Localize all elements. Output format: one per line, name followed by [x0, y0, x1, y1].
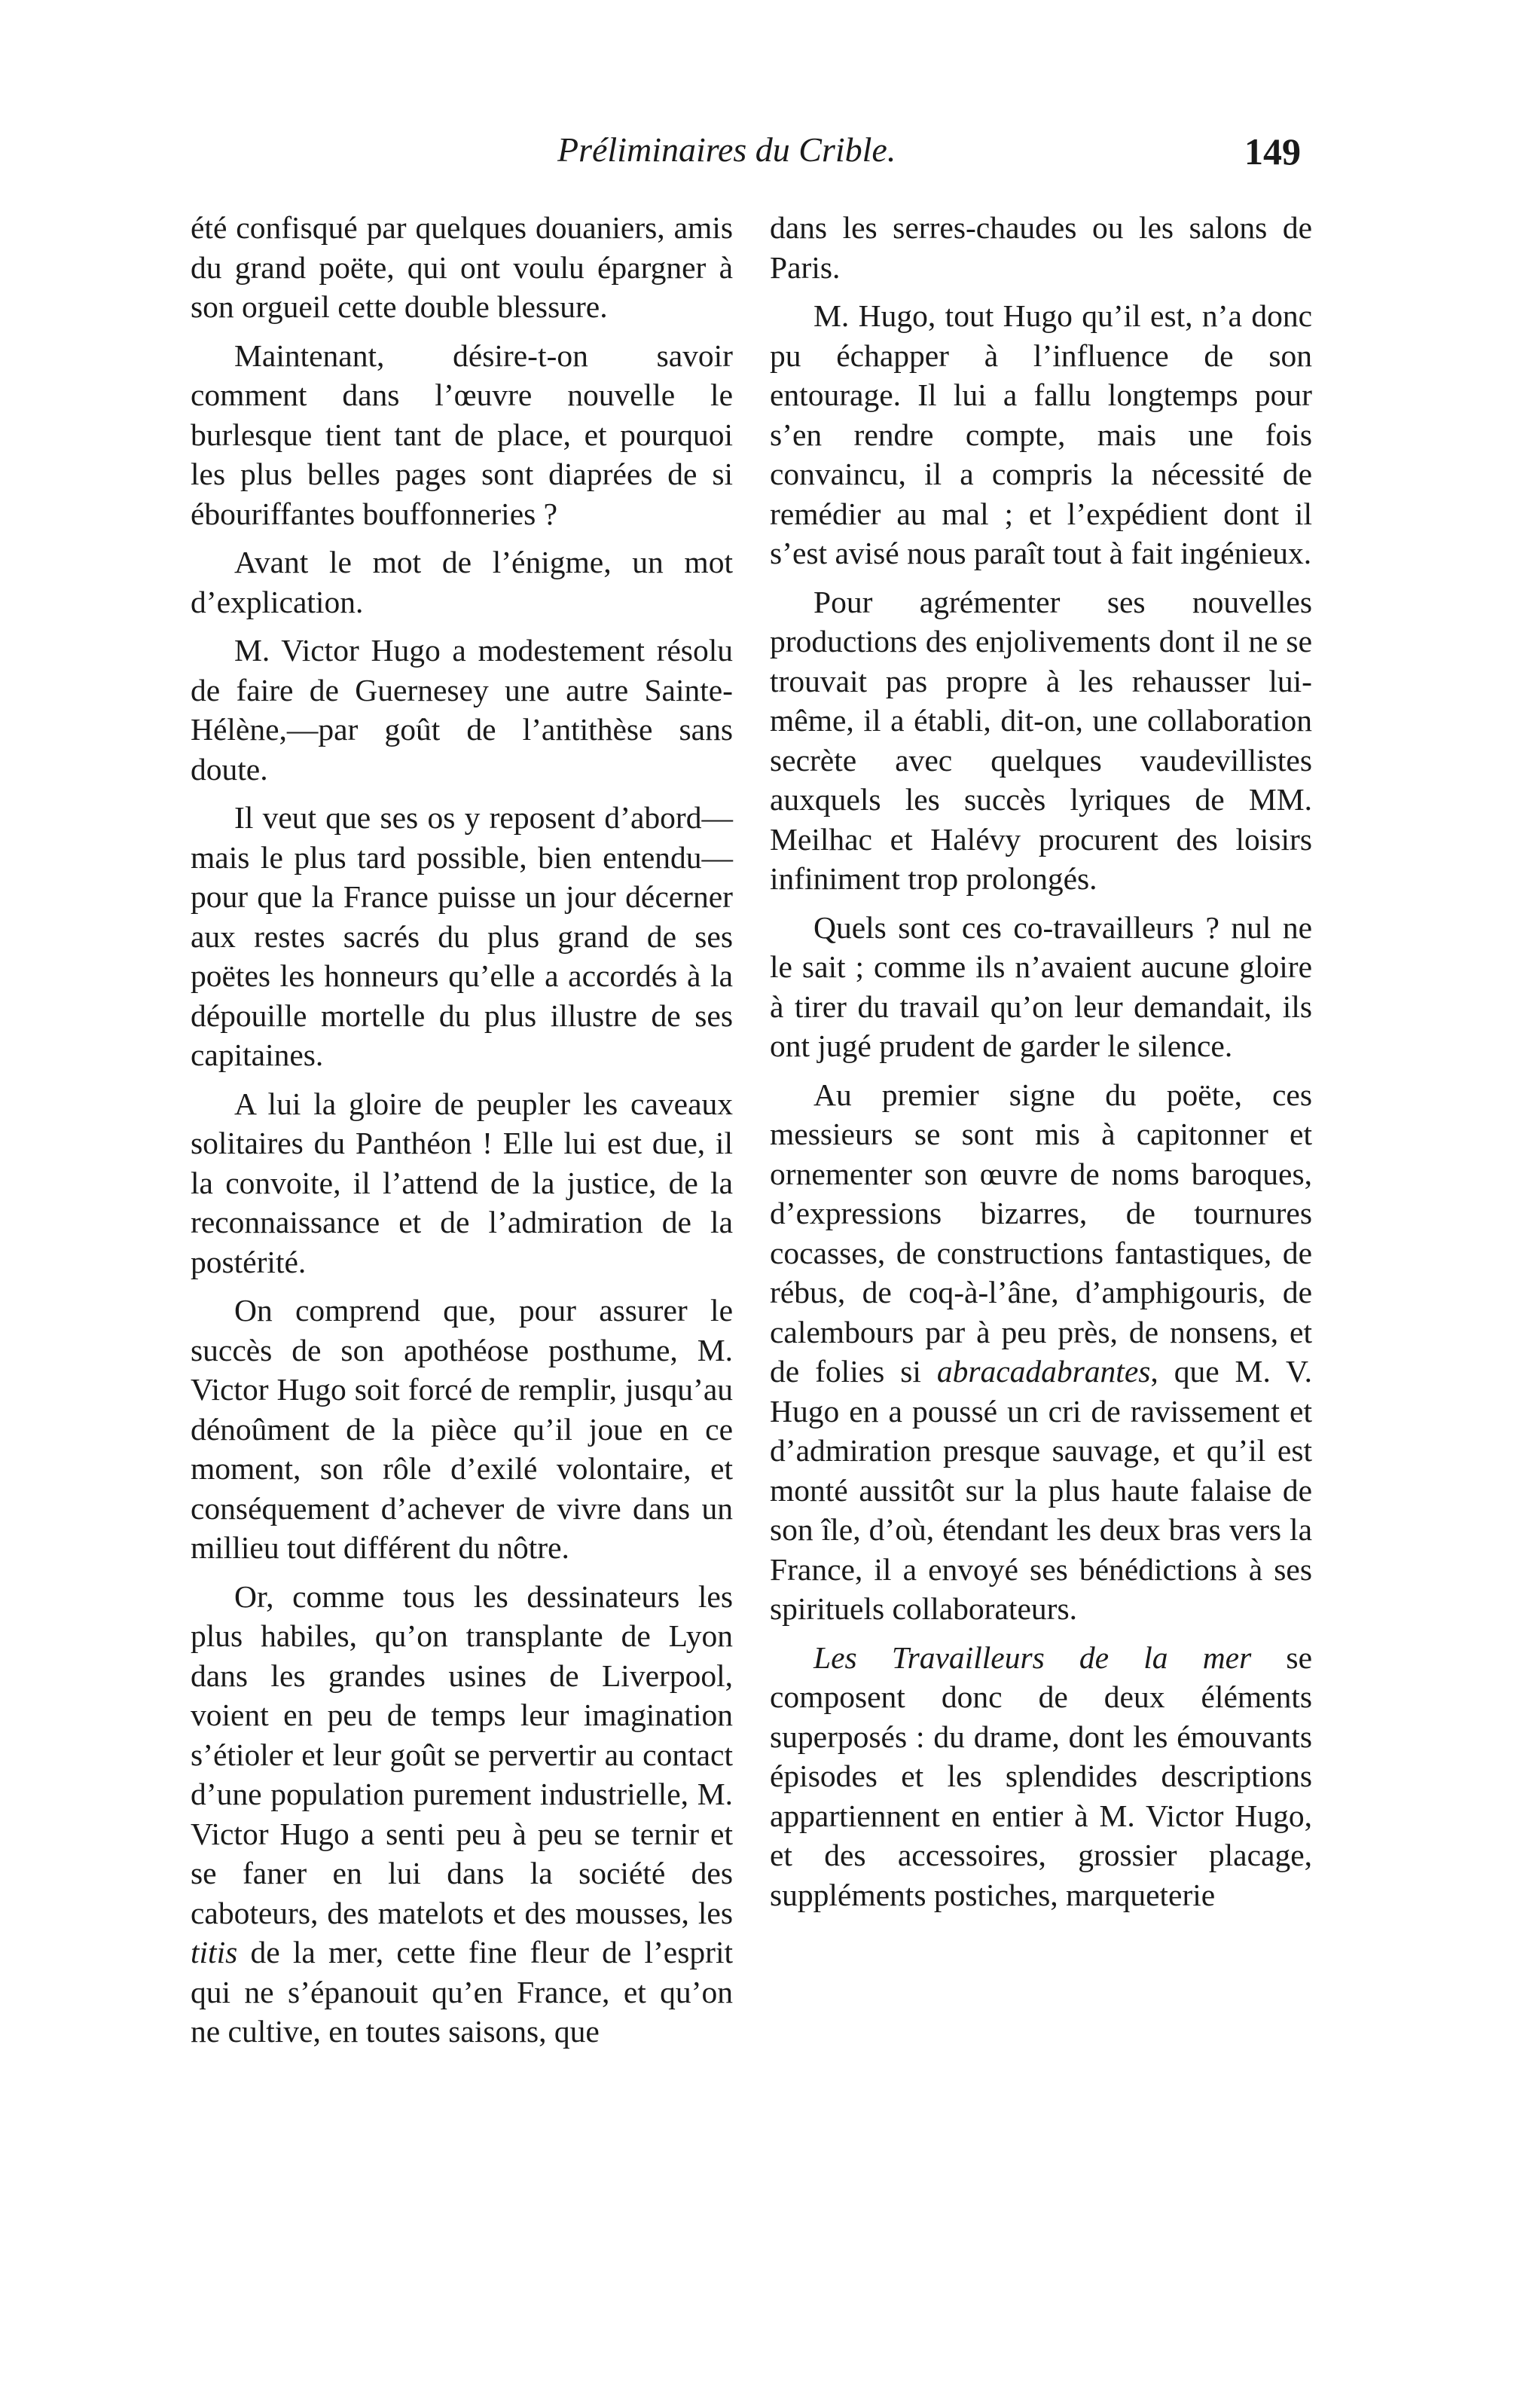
right-paragraph-1: dans les serres-chaudes ou les salons de Paris.: [770, 210, 1312, 285]
left-paragraph-3: Avant le mot de l’énigme, un mot d’explication.: [191, 545, 733, 619]
left-paragraph-8: Or, comme tous les dessinateurs les plus habiles, qu’on transplante de Lyon dans les grandes usines de Liverpool, voient en peu de temps leur imagination s’étioler et leur goût se pervertir au contact d’une population purement industrielle, M. Victor Hugo a senti peu à peu se ternir et se faner en lui dans la société des caboteurs, des matelots et des mousses, les titis de la mer, cette fine fleur de l’esprit qui ne s’épanouit qu’en France, et qu’on ne cultive, en toutes saisons, que: [191, 1578, 733, 2049]
left-paragraph-2: Maintenant, désire-t-on savoir comment dans l’œuvre nouvelle le burlesque tient tant de place, et pourquoi les plus belles pages sont diaprées de si ébouriffantes bouffonneries ?: [191, 338, 733, 531]
right-text-column: [770, 208, 1312, 1924]
right-paragraph-3: Pour agrémenter ses nouvelles productions des enjolivements dont il ne se trouvait pas propre à les rehausser lui-même, il a établi, dit-on, une collaboration secrète avec quelques vaudevillistes auxquels les succès lyriques de MM. Meilhac et Halévy procurent des loisirs infiniment trop prolongés.: [770, 584, 1312, 896]
left-paragraph-4: M. Victor Hugo a modestement résolu de faire de Guernesey une autre Sainte-Hélène,—par goût de l’antithèse sans doute.: [191, 633, 733, 787]
left-paragraph-1: été confisqué par quelques douaniers, amis du grand poëte, qui ont voulu épargner à son orgueil cette double blessure.: [191, 210, 733, 324]
right-paragraph-4: Quels sont ces co-travailleurs ? nul ne le sait ; comme ils n’avaient aucune gloire à tirer du travail qu’on leur demandait, ils ont jugé prudent de garder le silence.: [770, 909, 1312, 1063]
right-paragraph-2: M. Hugo, tout Hugo qu’il est, n’a donc pu échapper à l’influence de son entourage. Il lui a fallu longtemps pour s’en rendre compte, mais une fois convaincu, il a compris la nécessité de remédier au mal ; et l’expédient dont il s’est avisé nous paraît tout à fait ingénieux.: [770, 298, 1312, 570]
right-paragraph-5: Au premier signe du poëte, ces messieurs se sont mis à capitonner et ornementer son œuvre de noms baroques, d’expressions bizarres, de tournures cocasses, de constructions fantastiques, de rébus, de coq-à-l’âne, d’amphigouris, de calembours par à peu près, de nonsens, et de folies si abracadabrantes, que M. V. Hugo en a poussé un cri de ravissement et d’admiration presque sauvage, et qu’il est monté aussitôt sur la plus haute falaise de son île, d’où, étendant les deux bras vers la France, il a envoyé ses bénédictions à ses spirituels collaborateurs.: [770, 1077, 1312, 1626]
left-paragraph-5: Il veut que ses os y reposent d’abord—mais le plus tard possible, bien entendu—pour que la France puisse un jour décerner aux restes sacrés du plus grand de ses poëtes les honneurs qu’elle a accordés à la dépouille mortelle du plus illustre de ses capitaines.: [191, 800, 733, 1072]
page-number: 149: [1244, 130, 1301, 173]
right-paragraph-6: Les Travailleurs de la mer se composent donc de deux éléments superposés : du drame, dont les émouvants épisodes et les splendides descriptions appartiennent en entier à M. Victor Hugo, et des accessoires, grossier placage, suppléments postiches, marqueterie: [770, 1639, 1312, 1912]
left-text-column: [191, 208, 733, 2061]
left-paragraph-7: On comprend que, pour assurer le succès de son apothéose posthume, M. Victor Hugo soit forcé de remplir, jusqu’au dénoûment de la pièce qu’il joue en ce moment, son rôle d’exilé volontaire, et conséquement d’achever de vivre dans un millieu tout différent du nôtre.: [191, 1293, 733, 1565]
running-title: Préliminaires du Crible.: [557, 130, 896, 169]
left-paragraph-6: A lui la gloire de peupler les caveaux solitaires du Panthéon ! Elle lui est due, il la convoite, il l’attend de la justice, de la reconnaissance et de l’admiration de la postérité.: [191, 1086, 733, 1279]
